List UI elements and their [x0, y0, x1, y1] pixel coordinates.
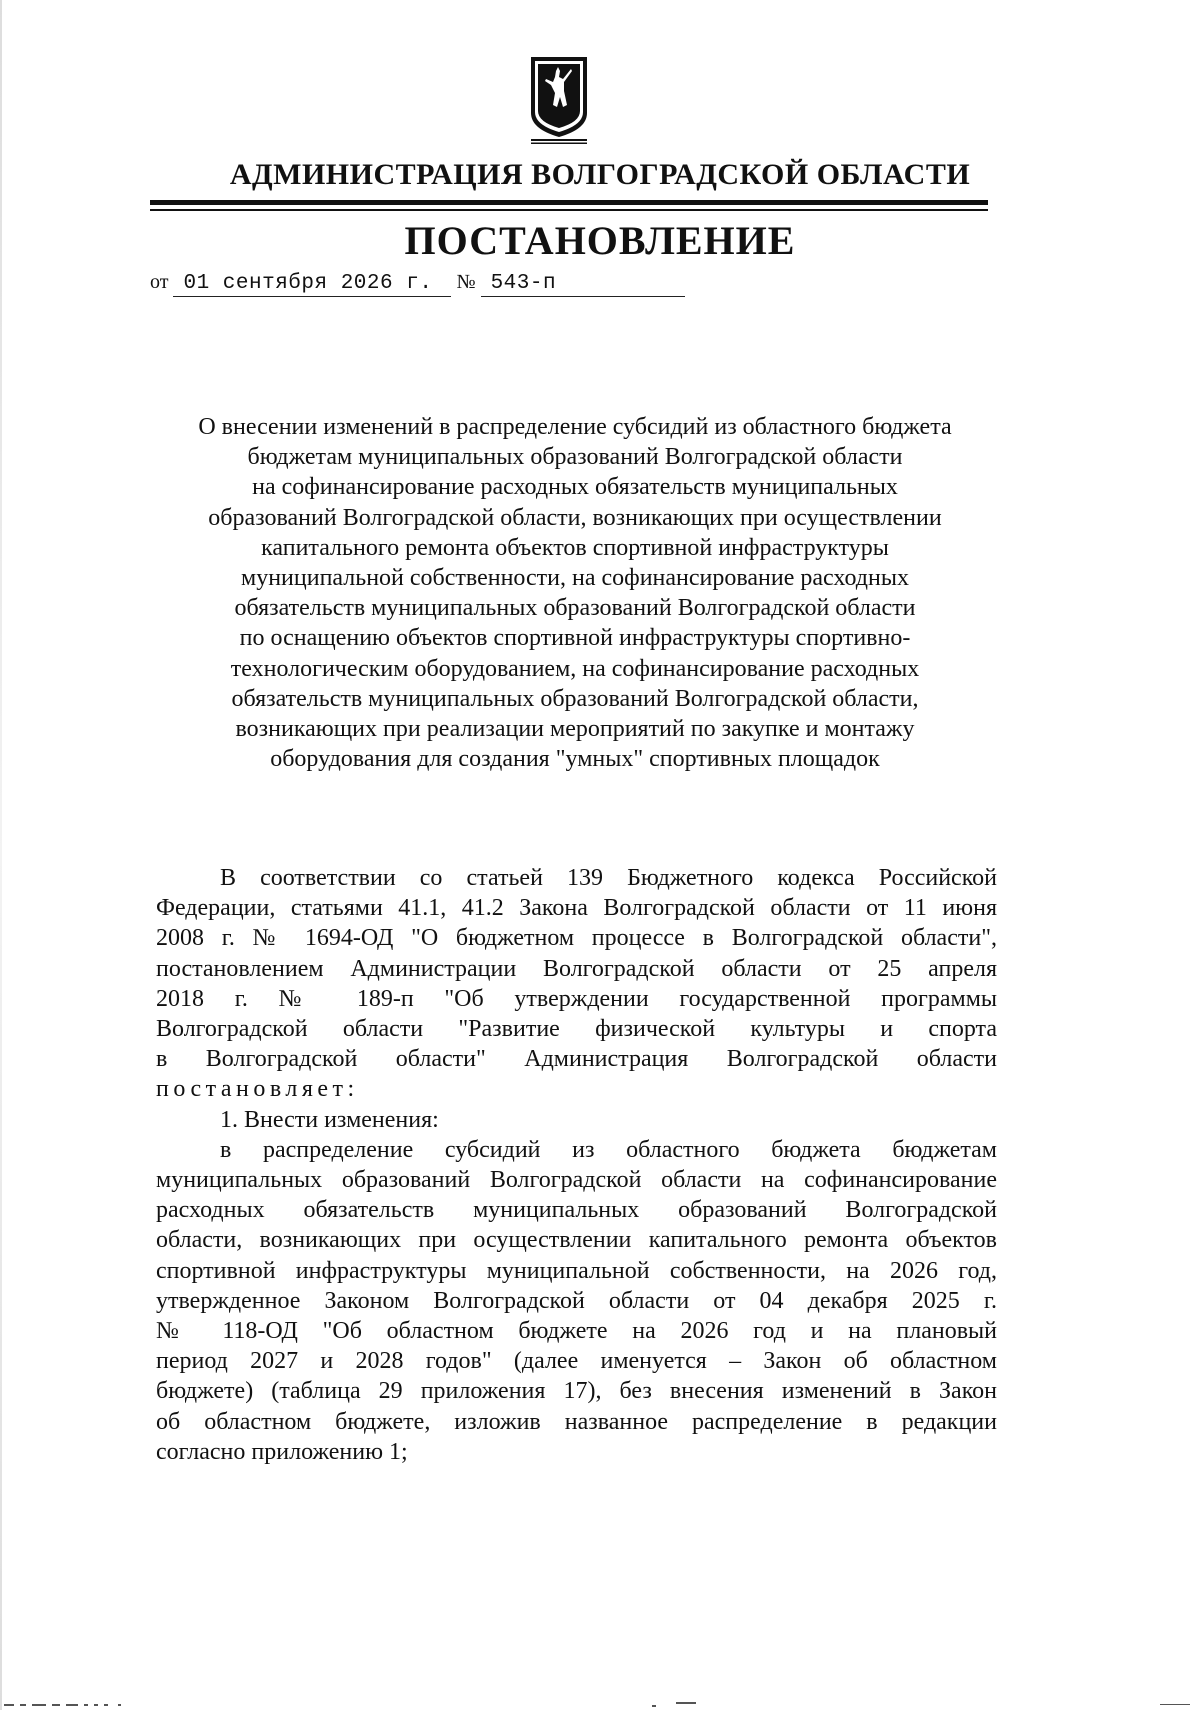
subject-line: возникающих при реализации мероприятий по закупке и монтажу: [235, 716, 915, 743]
body-line: Волгоградской области "Развитие физической культуры и спорта: [156, 1016, 997, 1043]
body-line: спортивной инфраструктуры муниципальной собственности, на 2026 год,: [156, 1257, 997, 1284]
body-line: в распределение субсидий из областного бюджета бюджетам: [220, 1136, 997, 1163]
number-field: [481, 270, 685, 297]
date-value: 01 сентября 2026 г.: [183, 272, 433, 295]
subject-line: технологическим оборудованием, на софинансирование расходных: [230, 655, 920, 682]
body-line: утвержденное Законом Волгоградской области от 04 декабря 2025 г.: [156, 1287, 997, 1314]
registration-line: [150, 270, 685, 297]
date-prefix-label: от: [150, 271, 169, 293]
organization-name: АДМИНИСТРАЦИЯ ВОЛГОГРАДСКОЙ ОБЛАСТИ: [229, 158, 971, 191]
subject-line: оборудования для создания "умных" спортивных площадок: [270, 746, 880, 773]
document-subject: [150, 412, 1000, 774]
header-divider-thin: [150, 209, 988, 211]
document-body: [156, 863, 997, 1467]
body-line: 2008 г. № 1694-ОД "О бюджетном процессе в Волгоградской области",: [156, 925, 997, 952]
subject-line: муниципальной собственности, на софинансирование расходных: [241, 565, 909, 592]
resolves-word: постановляет:: [156, 1076, 359, 1103]
body-line: № 118-ОД "Об областном бюджете на 2026 год и на плановый: [156, 1318, 997, 1345]
preamble-paragraph: [156, 863, 997, 1105]
body-line: В соответствии со статьей 139 Бюджетного кодекса Российской: [220, 865, 997, 891]
subject-line: образований Волгоградской области, возникающих при осуществлении: [208, 504, 942, 531]
subject-line: обязательств муниципальных образований Волгоградской области: [234, 595, 916, 622]
subject-line: О внесении изменений в распределение субсидий из областного бюджета: [198, 414, 952, 440]
body-line: Федерации, статьями 41.1, 41.2 Закона Волгоградской области от 11 июня: [156, 895, 997, 922]
subject-line: обязательств муниципальных образований Волгоградской области,: [231, 685, 919, 712]
body-line: в Волгоградской области" Администрация Волгоградской области: [156, 1046, 997, 1073]
body-line: постановлением Администрации Волгоградской области от 25 апреля: [156, 955, 997, 982]
number-prefix-label: №: [456, 271, 476, 293]
body-line: области, возникающих при осуществлении капитального ремонта объектов: [156, 1227, 997, 1254]
body-line: 2018 г. № 189-п "Об утверждении государственной программы: [156, 985, 997, 1012]
body-line: муниципальных образований Волгоградской области на софинансирование: [156, 1167, 997, 1194]
subject-line: на софинансирование расходных обязательств муниципальных: [252, 474, 898, 501]
item-1: [156, 1105, 997, 1467]
body-line: период 2027 и 2028 годов" (далее именуется – Закон об областном: [156, 1348, 997, 1375]
body-line: бюджете) (таблица 29 приложения 17), без внесения изменений в Закон: [156, 1378, 997, 1405]
body-line: об областном бюджете, изложив названное распределение в редакции: [156, 1408, 997, 1435]
item-1-heading: 1. Внести изменения:: [220, 1106, 439, 1133]
date-field: [173, 270, 451, 297]
scan-artifacts: [0, 1696, 1200, 1710]
body-line: согласно приложению 1;: [156, 1438, 408, 1465]
subject-line: по оснащению объектов спортивной инфраструктуры спортивно-: [239, 625, 911, 652]
subject-line: капитального ремонта объектов спортивной инфраструктуры: [261, 534, 889, 561]
body-line: расходных обязательств муниципальных образований Волгоградской: [156, 1197, 997, 1224]
subject-line: бюджетам муниципальных образований Волгоградской области: [247, 444, 903, 471]
document-type-title: ПОСТАНОВЛЕНИЕ: [404, 218, 796, 263]
header-divider-thick: [150, 200, 988, 205]
number-value: 543-п: [490, 272, 557, 295]
coat-of-arms-icon: [529, 55, 589, 145]
